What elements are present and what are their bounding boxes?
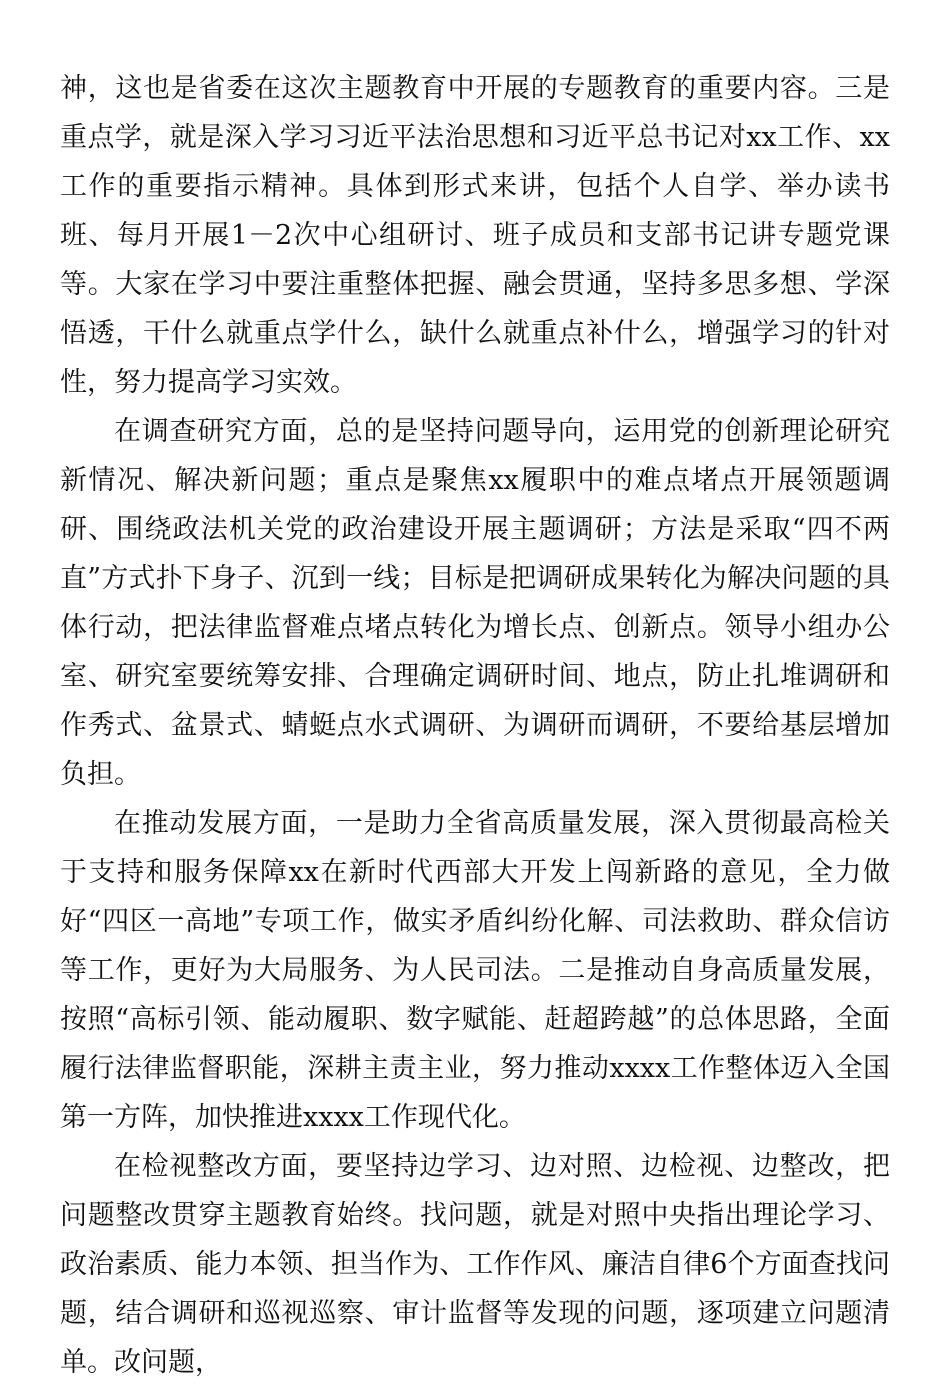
paragraph-study-continuation: 神，这也是省委在这次主题教育中开展的专题教育的重要内容。三是重点学，就是深入学习习近平法治思想和习近平总书记对xx工作、xx工作的重要指示精神。具体到形式来讲，包括个人自学、举办读书班、每月开展1－2次中心组研讨、班子成员和支部书记讲专题党课等。大家在学习中要注重整体把握、融会贯通，坚持多思多想、学深悟透，干什么就重点学什么，缺什么就重点补什么，增强学习的针对性，努力提高学习实效。 — [60, 73, 890, 398]
paragraph-rectification: 在检视整改方面，要坚持边学习、边对照、边检视、边整改，把问题整改贯穿主题教育始终。找问题，就是对照中央指出理论学习、政治素质、能力本领、担当作为、工作作风、廉洁自律6个方面查找问题，结合调研和巡视巡察、审计监督等发现的问题，逐项建立问题清单。改问题， — [60, 1151, 890, 1378]
document-page — [60, 64, 890, 1387]
paragraph-development: 在推动发展方面，一是助力全省高质量发展，深入贯彻最高检关于支持和服务保障xx在新时代西部大开发上闯新路的意见，全力做好“四区一高地”专项工作，做实矛盾纠纷化解、司法救助、群众信访等工作，更好为大局服务、为人民司法。二是推动自身高质量发展，按照“高标引领、能动履职、数字赋能、赶超跨越”的总体思路，全面履行法律监督职能，深耕主责主业，努力推动xxxx工作整体迈入全国第一方阵，加快推进xxxx工作现代化。 — [60, 808, 890, 1133]
paragraph-research: 在调查研究方面，总的是坚持问题导向，运用党的创新理论研究新情况、解决新问题；重点是聚焦xx履职中的难点堵点开展领题调研、围绕政法机关党的政治建设开展主题调研；方法是采取“四不两直”方式扑下身子、沉到一线；目标是把调研成果转化为解决问题的具体行动，把法律监督难点堵点转化为增长点、创新点。领导小组办公室、研究室要统筹安排、合理确定调研时间、地点，防止扎堆调研和作秀式、盆景式、蜻蜓点水式调研、为调研而调研，不要给基层增加负担。 — [60, 416, 890, 790]
